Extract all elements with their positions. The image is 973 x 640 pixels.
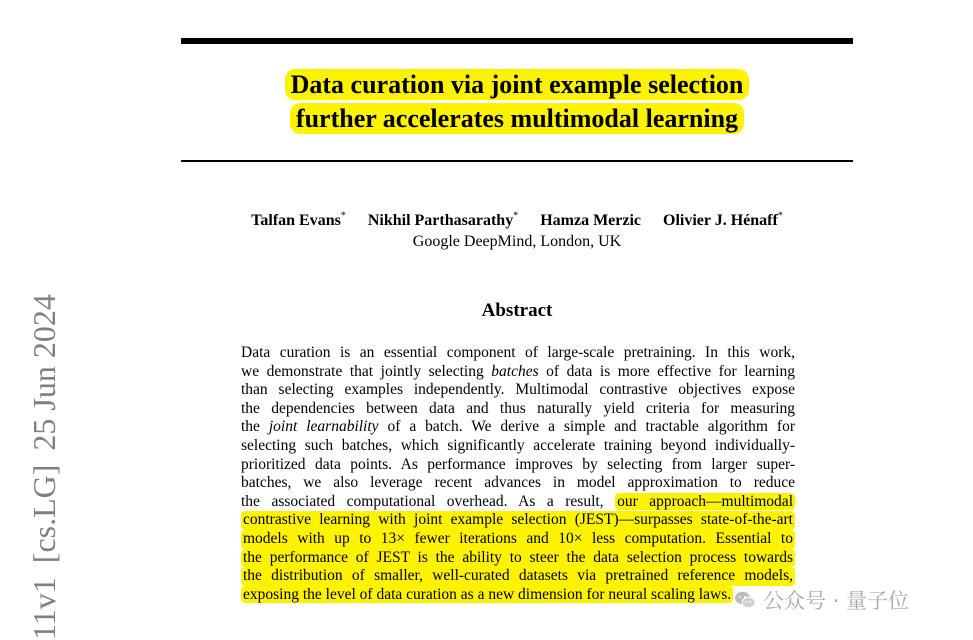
wechat-icon bbox=[733, 588, 757, 612]
abstract-line: the joint learnability of a batch. We derive a simple and tractable algorithm for bbox=[241, 418, 795, 436]
abstract-line-highlighted: models with up to 13× fewer iterations and 10× less computation. Essential to bbox=[243, 529, 793, 547]
watermark-text: 公众号 · 量子位 bbox=[763, 589, 910, 613]
abstract-line-highlighted: the distribution of smaller, well-curated datasets via pretrained reference models, bbox=[243, 567, 793, 585]
paper-title bbox=[181, 68, 853, 136]
author: Nikhil Parthasarathy* bbox=[367, 211, 519, 230]
abstract-line: the dependencies between data and thus naturally yield criteria for measuring bbox=[241, 399, 795, 417]
arxiv-id-fragment: 11v1 bbox=[26, 577, 62, 640]
top-rule bbox=[181, 38, 853, 44]
abstract-line-highlighted: contrastive learning with joint example selection (JEST)—surpasses state-of-the-art bbox=[243, 511, 793, 529]
title-bottom-rule bbox=[181, 160, 853, 162]
highlighted-text: our approach—multimodal bbox=[617, 492, 793, 510]
author: Talfan Evans* bbox=[251, 211, 346, 230]
watermark bbox=[733, 586, 909, 614]
abstract-line: the associated computational overhead. As a result, our approach—multimodal bbox=[241, 492, 793, 510]
abstract-line: than selecting examples independently. Multimodal contrastive objectives expose bbox=[241, 381, 795, 399]
arxiv-date: 25 Jun 2024 bbox=[26, 294, 62, 451]
arxiv-category: [cs.LG] bbox=[26, 464, 62, 564]
abstract-line-last: exposing the level of data curation as a new dimension for neural scaling laws. bbox=[243, 585, 732, 603]
abstract-heading: Abstract bbox=[481, 300, 553, 321]
affiliation: Google DeepMind, London, UK bbox=[412, 233, 622, 250]
abstract-line: batches, we also leverage recent advances in model approximation to reduce bbox=[241, 474, 795, 492]
author-list bbox=[181, 206, 853, 232]
abstract-line-highlighted: the performance of JEST is the ability to steer the data selection process towards bbox=[243, 548, 793, 566]
author: Olivier J. Hénaff* bbox=[663, 211, 783, 230]
title-line-2: further accelerates multimodal learning bbox=[290, 103, 744, 134]
author: Hamza Merzic bbox=[540, 212, 642, 230]
arxiv-side-stamp bbox=[26, 294, 62, 640]
abstract-body bbox=[241, 344, 795, 604]
abstract-line: Data curation is an essential component of large-scale pretraining. In this work, bbox=[241, 344, 795, 361]
abstract-line: prioritized data points. As performance improves by selecting from larger super- bbox=[241, 455, 795, 473]
abstract-line: selecting such batches, which significantly accelerate training beyond individually- bbox=[241, 436, 795, 454]
title-line-1: Data curation via joint example selection bbox=[285, 69, 750, 100]
abstract-line: we demonstrate that jointly selecting batches of data is more effective for learning bbox=[241, 362, 795, 380]
